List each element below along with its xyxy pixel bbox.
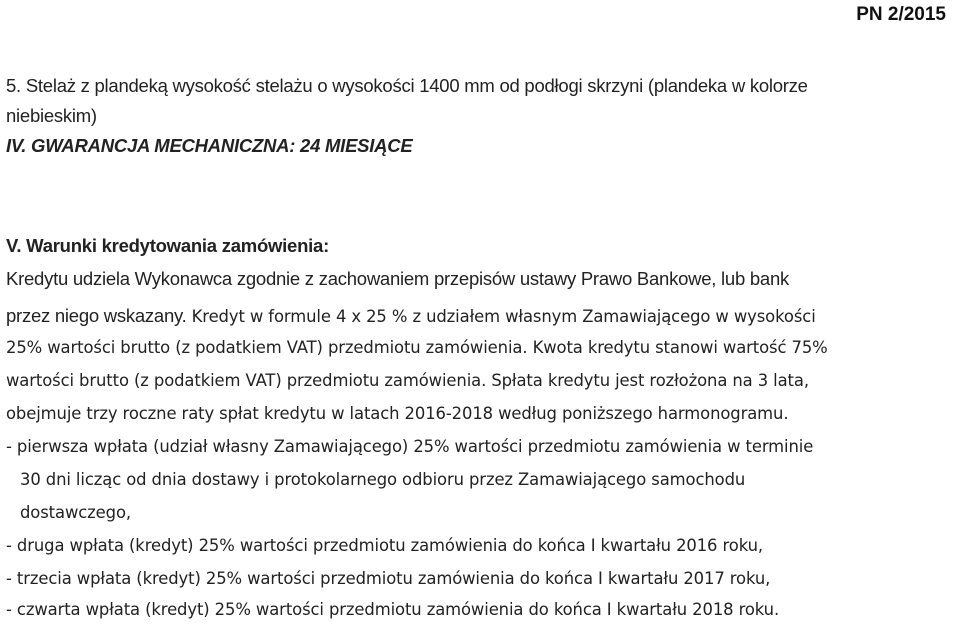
- section-5-line-2: niebieskim): [6, 105, 97, 126]
- credit-paragraph-line-3: 25% wartości brutto (z podatkiem VAT) przedmiotu zamówienia. Kwota kredytu stanowi wartość 75%: [6, 338, 828, 357]
- payment-item-1-line-1: - pierwsza wpłata (udział własny Zamawiającego) 25% wartości przedmiotu zamówienia w terminie: [6, 437, 814, 456]
- payment-item-2: - druga wpłata (kredyt) 25% wartości przedmiotu zamówienia do końca I kwartału 2016 roku,: [6, 536, 763, 555]
- payment-item-1-line-3: dostawczego,: [20, 503, 131, 522]
- credit-terms-heading: V. Warunki kredytowania zamówienia:: [6, 235, 329, 256]
- document-id: PN 2/2015: [856, 4, 946, 25]
- section-5-line-1: 5. Stelaż z plandeką wysokość stelażu o wysokości 1400 mm od podłogi skrzyni (plandeka w kolorze: [6, 75, 808, 96]
- credit-paragraph-line-2: [6, 305, 816, 328]
- payment-item-4: - czwarta wpłata (kredyt) 25% wartości przedmiotu zamówienia do końca I kwartału 2018 roku.: [6, 600, 780, 619]
- payment-item-3: - trzecia wpłata (kredyt) 25% wartości przedmiotu zamówienia do końca I kwartału 2017 roku,: [6, 569, 771, 588]
- payment-item-1-line-2: 30 dni licząc od dnia dostawy i protokolarnego odbioru przez Zamawiającego samochodu: [20, 470, 746, 489]
- warranty-heading: IV. GWARANCJA MECHANICZNA: 24 MIESIĄCE: [6, 135, 413, 156]
- credit-paragraph-line-2-start: przez niego wskazany.: [6, 305, 187, 326]
- credit-paragraph-line-1: Kredytu udziela Wykonawca zgodnie z zachowaniem przepisów ustawy Prawo Bankowe, lub bank: [6, 268, 790, 289]
- credit-paragraph-line-2-rest: Kredyt w formule 4 x 25 % z udziałem własnym Zamawiającego w wysokości: [186, 307, 816, 326]
- credit-paragraph-line-4: wartości brutto (z podatkiem VAT) przedmiotu zamówienia. Spłata kredytu jest rozłożona na 3 lata,: [6, 371, 809, 390]
- credit-paragraph-line-5: obejmuje trzy roczne raty spłat kredytu w latach 2016-2018 według poniższego harmonogramu.: [6, 404, 789, 423]
